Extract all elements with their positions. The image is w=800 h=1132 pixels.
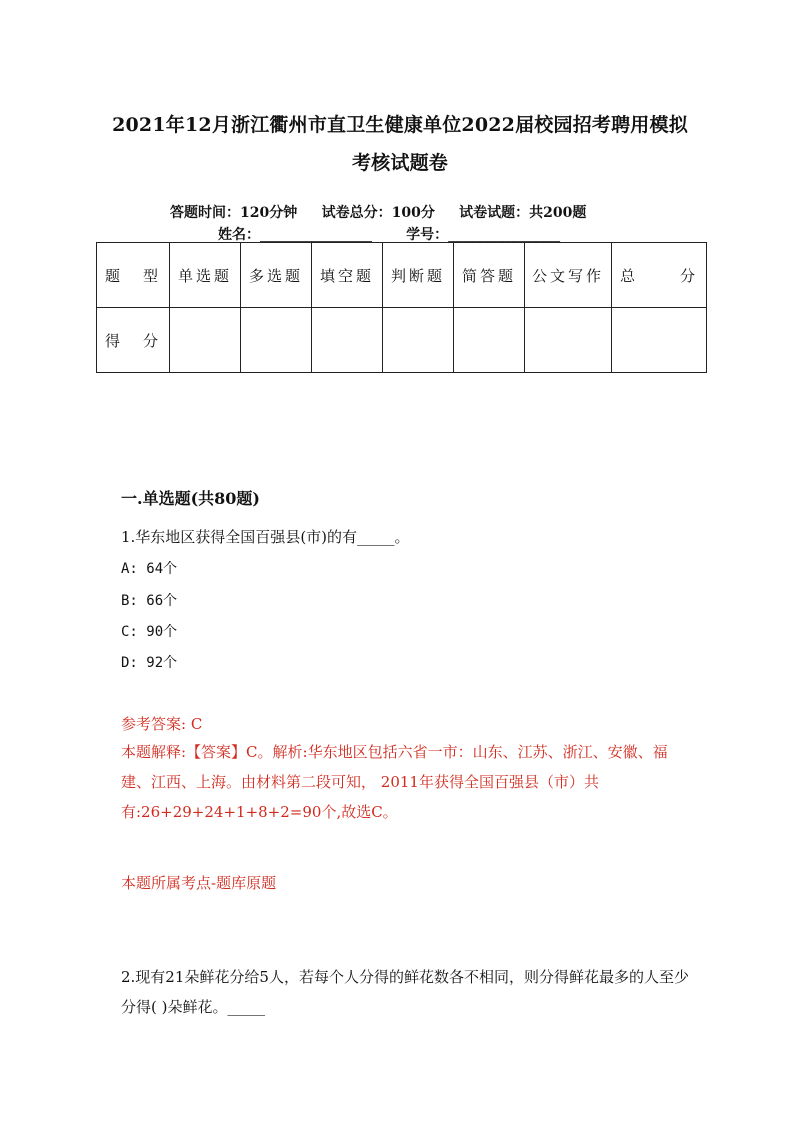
question-2-stem: 2.现有21朵鲜花分给5人，若每个人分得的鲜花数各不相同，则分得鲜花最多的人至少分得( )朵鲜花。_____ <box>121 968 689 1016</box>
topic-note: 本题所属考点-题库原题 <box>121 874 277 892</box>
header-cell: 填空题 <box>312 243 383 308</box>
score-cell <box>612 308 707 373</box>
section-heading: 一.单选题(共80题) <box>121 489 260 508</box>
score-cell <box>312 308 383 373</box>
row-label-cell: 题 型 <box>97 243 170 308</box>
question-1-stem: 1.华东地区获得全国百强县(市)的有_____。 <box>121 528 410 546</box>
header-cell: 单选题 <box>170 243 241 308</box>
document-title-line1: 2021年12月浙江衢州市直卫生健康单位2022届校园招考聘用模拟 <box>112 114 688 136</box>
table-row <box>97 243 707 308</box>
reference-answer: 参考答案: C <box>121 715 203 733</box>
total-header-cell: 总 分 <box>612 243 707 308</box>
score-cell <box>454 308 525 373</box>
header-cell: 多选题 <box>241 243 312 308</box>
score-cell <box>383 308 454 373</box>
row-label-cell: 得 分 <box>97 308 170 373</box>
document-title-line2: 考核试题卷 <box>351 152 448 174</box>
score-cell <box>241 308 312 373</box>
option-b: B: 66个 <box>121 593 178 609</box>
table-row <box>97 308 707 373</box>
exam-info: 答题时间：120分钟 试卷总分：100分 试卷试题：共200题 <box>170 205 587 221</box>
answer-explanation: 本题解释:【答案】C。解析:华东地区包括六省一市：山东、江苏、浙江、安徽、福建、江西、上海。由材料第二段可知， 2011年获得全国百强县（市）共有:26+29+24+1+8+2=90个,故选C。 <box>121 743 668 821</box>
score-cell <box>170 308 241 373</box>
header-cell: 判断题 <box>383 243 454 308</box>
name-id-fields: 姓名：________________ 学号：________________ <box>218 227 561 243</box>
score-table <box>96 242 707 373</box>
header-cell: 简答题 <box>454 243 525 308</box>
option-a: A: 64个 <box>121 561 178 577</box>
option-d: D: 92个 <box>121 655 178 671</box>
header-cell: 公文写作 <box>525 243 612 308</box>
option-c: C: 90个 <box>121 624 178 640</box>
score-cell <box>525 308 612 373</box>
